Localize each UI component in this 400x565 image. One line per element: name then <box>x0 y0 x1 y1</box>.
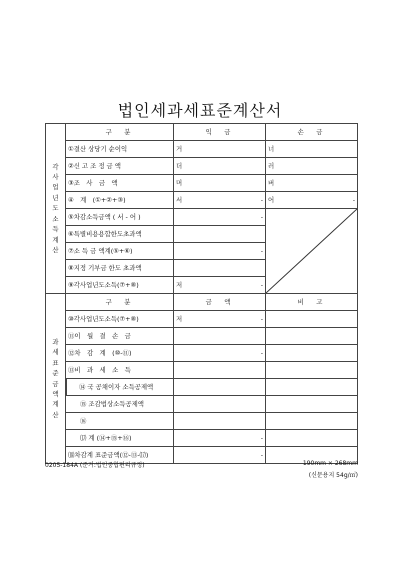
tax-base-form-table <box>45 123 358 464</box>
amount-field[interactable] <box>174 328 266 345</box>
table-row: ⑤차감소득금액 ( 서 - 어 ) - <box>46 209 358 226</box>
amount-field[interactable]: 너 <box>266 141 358 158</box>
section2-header-category: 구 분 <box>66 294 174 311</box>
remarks-field[interactable] <box>266 362 358 379</box>
section2-side-label: 과 세 표 준 금 액 계 산 <box>46 294 66 464</box>
amount-field[interactable] <box>174 396 266 413</box>
section2-header-remarks: 비 고 <box>266 294 358 311</box>
amount-field[interactable] <box>174 362 266 379</box>
table-row: ⒅차감계 표준금액(⑫-⑬-⒄) - <box>46 447 358 464</box>
table-row: ⑬비 과 세 소 득 <box>46 362 358 379</box>
section1-header-loss: 손 금 <box>266 124 358 141</box>
amount-field[interactable]: - <box>174 430 266 447</box>
table-row: ⑮ 조감법상소득공제액 <box>46 396 358 413</box>
table-row: ②신 고 조 정 금 액 더 러 <box>46 158 358 175</box>
amount-field[interactable]: 버 <box>266 175 358 192</box>
table-row: ⒄ 계 (⑭+⑮+⑯) - <box>46 430 358 447</box>
remarks-field[interactable] <box>266 328 358 345</box>
table-row: ⑪이 월 결 손 금 <box>46 328 358 345</box>
amount-field[interactable]: 더 <box>174 158 266 175</box>
amount-field[interactable]: 서 - <box>174 192 266 209</box>
amount-field[interactable]: 러 <box>266 158 358 175</box>
table-row: ⑯ <box>46 413 358 430</box>
amount-field[interactable]: - <box>174 447 266 464</box>
remarks-field[interactable] <box>266 430 358 447</box>
table-row: ③조 사 금 액 머 버 <box>46 175 358 192</box>
remarks-field[interactable] <box>266 396 358 413</box>
remarks-field[interactable] <box>266 379 358 396</box>
table-row: ①결산 상당기 순이익 거 너 <box>46 141 358 158</box>
table-row: ⑭ 국 공채이자 소득공제액 <box>46 379 358 396</box>
section2-header-amount: 금 액 <box>174 294 266 311</box>
paper-weight-footer: (신문용지 54g/㎡) <box>308 472 358 479</box>
amount-field[interactable]: - <box>174 209 266 226</box>
table-row: ⑩각사업년도소득(⑦+⑧) 저 - <box>46 311 358 328</box>
amount-field[interactable]: 저 - <box>174 311 266 328</box>
table-row: ⑨각사업년도소득(⑦+⑧) 저 - <box>46 277 358 294</box>
table-row: ⑫차 감 계 (⑩-⑪) - <box>46 345 358 362</box>
amount-field[interactable]: - <box>174 345 266 362</box>
remarks-field[interactable] <box>266 311 358 328</box>
amount-field[interactable] <box>174 413 266 430</box>
diagonal-blank-cell <box>266 209 358 294</box>
amount-field[interactable] <box>174 379 266 396</box>
section1-header-income: 익 금 <box>174 124 266 141</box>
table-row: ⑧지정 기부금 한도 초과액 <box>46 260 358 277</box>
table-row: ④ 계 (①+②+③) 서 - 어 - <box>46 192 358 209</box>
paper-size-footer: 190mm × 268mm <box>302 460 358 467</box>
table-row: ⑥특별비용용합한도초과액 <box>46 226 358 243</box>
diagonal-line <box>266 209 357 293</box>
amount-field[interactable]: 어 - <box>266 192 358 209</box>
remarks-field[interactable] <box>266 413 358 430</box>
amount-field[interactable]: - <box>174 243 266 260</box>
section1-header-category: 구 분 <box>66 124 174 141</box>
table-row: ⑦소 득 금 액계(⑤+⑥) - <box>46 243 358 260</box>
amount-field[interactable] <box>174 226 266 243</box>
remarks-field[interactable] <box>266 345 358 362</box>
amount-field[interactable] <box>174 260 266 277</box>
amount-field[interactable]: 저 - <box>174 277 266 294</box>
form-title: 법인세과세표준계산서 <box>117 101 283 120</box>
section1-side-label: 각 사 업 년 도 소 득 계 산 <box>46 124 66 294</box>
amount-field[interactable]: 머 <box>174 175 266 192</box>
amount-field[interactable]: 거 <box>174 141 266 158</box>
form-code-footer: 0205-184A (준거:법인중합편리규정) <box>45 462 145 469</box>
